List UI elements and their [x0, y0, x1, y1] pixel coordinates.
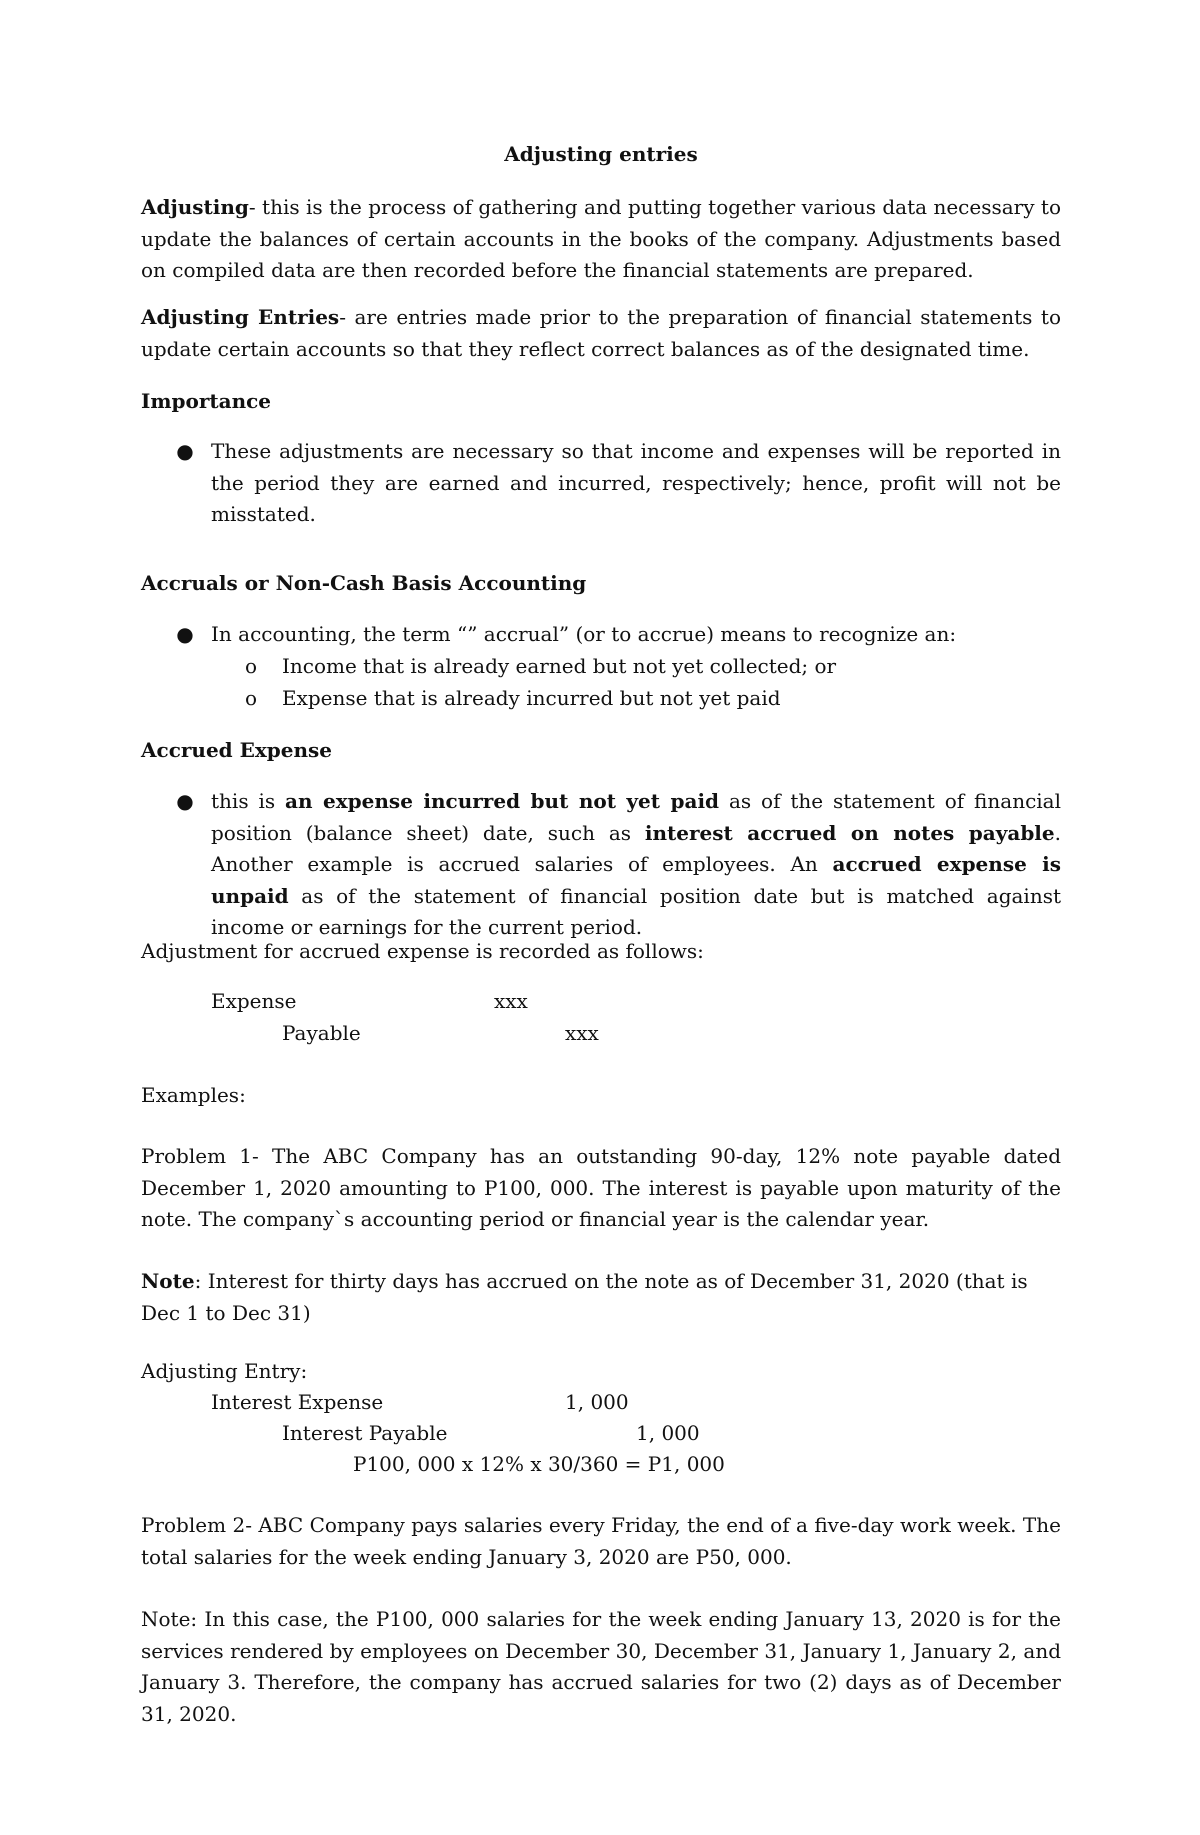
entry-credit-account: Payable: [282, 1021, 361, 1045]
definition-adjusting-entries-text: - are entries made prior to the preparation of financial statements to update certain accounts so that they reflect correct balances as of the designated time.: [141, 305, 1061, 361]
heading-accruals: Accruals or Non-Cash Basis Accounting: [141, 571, 587, 595]
accrued-expense-text-part: this is: [211, 789, 286, 813]
interest-payable-account: Interest Payable: [282, 1421, 448, 1445]
subitem-expense-text: Expense that is already incurred but not yet paid: [282, 686, 781, 710]
bullet-accrued-expense: [141, 786, 1061, 944]
term-adjusting-entries: Adjusting Entries: [141, 305, 340, 329]
interest-payable-amount: 1, 000: [636, 1421, 700, 1445]
note-1-text: : Interest for thirty days has accrued on the note as of December 31, 2020 (that is Dec 1 to Dec 31): [141, 1269, 1028, 1325]
document-title: Adjusting entries: [504, 142, 698, 166]
definition-adjusting-text: - this is the process of gathering and putting together various data necessary to update the balances of certain accounts in the books of the company. Adjustments based on compiled data are then recorded before the financial statements are prepared.: [141, 195, 1061, 282]
problem-2: Problem 2- ABC Company pays salaries every Friday, the end of a five-day work week. The total salaries for the week ending January 3, 2020 are P50, 000.: [141, 1513, 1061, 1569]
bullet-dot-icon: ●: [176, 622, 194, 646]
note-1-label: Note: [141, 1269, 195, 1293]
accrued-expense-text-part: as of the statement of financial position date but is matched against income or earnings for the current period.: [211, 883, 1061, 939]
problem-1: Problem 1- The ABC Company has an outstanding 90-day, 12% note payable dated December 1, 2020 amounting to P100, 000. The interest is payable upon maturity of the note. The company`s accounting period or financial year is the calendar year.: [141, 1144, 1061, 1231]
interest-expense-amount: 1, 000: [565, 1390, 629, 1414]
circle-bullet-icon: o: [245, 654, 258, 678]
definition-adjusting-entries: [141, 302, 1061, 365]
term-adjusting: Adjusting: [141, 195, 249, 219]
note-2: Note: In this case, the P100, 000 salaries for the week ending January 13, 2020 is for the services rendered by employees on December 30, December 31, January 1, January 2, and January 3. Therefore, the company has accrued salaries for two (2) days as of December 31, 2020.: [141, 1607, 1061, 1726]
adjustment-intro: Adjustment for accrued expense is recorded as follows:: [141, 939, 704, 963]
heading-accrued-expense: Accrued Expense: [141, 738, 333, 762]
accrued-expense-emphasis: accrued expense is unpaid: [211, 852, 1061, 908]
entry-debit-account: Expense: [211, 989, 297, 1013]
bullet-accrual-definition-text: In accounting, the term “” accrual” (or to accrue) means to recognize an:: [211, 622, 957, 646]
bullet-importance-text: These adjustments are necessary so that income and expenses will be reported in the period they are earned and incurred, respectively; hence, profit will not be misstated.: [211, 439, 1061, 526]
entry-credit-amount: xxx: [565, 1021, 599, 1045]
bullet-accrual-definition: [141, 619, 1061, 651]
accrued-expense-emphasis: interest accrued on notes payable: [644, 820, 1055, 845]
accrued-expense-text-part: . Another example is accrued salaries of employees. An: [211, 820, 1061, 876]
entry-debit-amount: xxx: [494, 989, 528, 1013]
bullet-importance: [141, 436, 1061, 531]
accrued-expense-emphasis: an expense incurred but not yet paid: [285, 789, 720, 813]
heading-importance: Importance: [141, 389, 272, 413]
bullet-accrued-expense-text: [211, 786, 1061, 944]
bullet-dot-icon: ●: [176, 439, 194, 463]
adjusting-entry-label: Adjusting Entry:: [141, 1359, 308, 1383]
note-1: [141, 1266, 1061, 1329]
examples-label: Examples:: [141, 1083, 246, 1107]
interest-computation: P100, 000 x 12% x 30/360 = P1, 000: [353, 1452, 725, 1476]
subitem-expense: [141, 683, 1061, 715]
subitem-income: [141, 651, 1061, 683]
circle-bullet-icon: o: [245, 686, 258, 710]
interest-expense-account: Interest Expense: [211, 1390, 384, 1414]
accrued-expense-text-part: as of the statement of financial position (balance sheet) date, such as: [211, 789, 1062, 845]
bullet-arrow-icon: ●: [176, 789, 194, 813]
definition-adjusting: [141, 192, 1061, 287]
subitem-income-text: Income that is already earned but not yet collected; or: [282, 654, 837, 678]
